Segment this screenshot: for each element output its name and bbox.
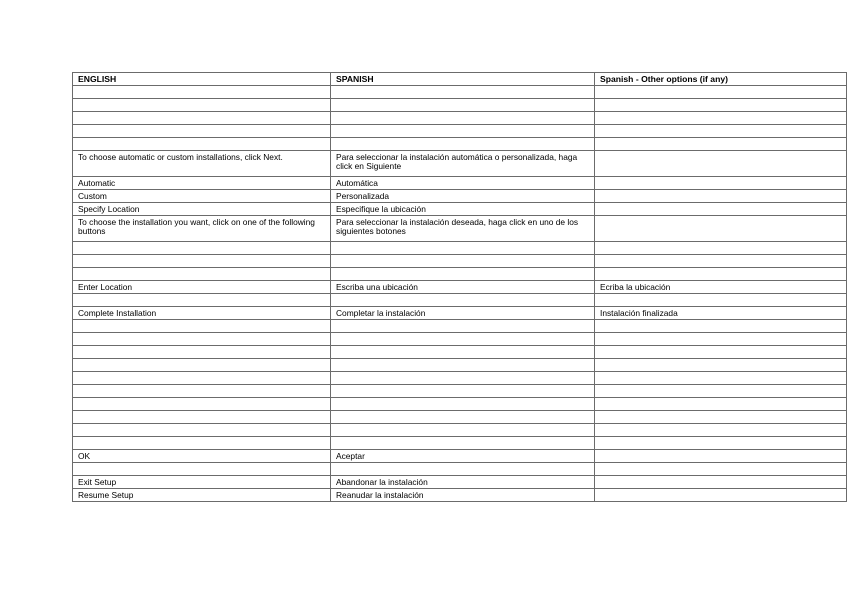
table-row bbox=[73, 333, 847, 346]
cell-spanish-other bbox=[595, 190, 847, 203]
cell-spanish-other bbox=[595, 151, 847, 177]
cell-spanish bbox=[331, 398, 595, 411]
cell-spanish bbox=[331, 268, 595, 281]
cell-spanish: Reanudar la instalación bbox=[331, 489, 595, 502]
table-row bbox=[73, 138, 847, 151]
cell-english bbox=[73, 398, 331, 411]
table-row bbox=[73, 450, 847, 463]
translation-table bbox=[72, 72, 847, 502]
cell-english: Specify Location bbox=[73, 203, 331, 216]
header-row bbox=[73, 73, 847, 86]
cell-spanish bbox=[331, 125, 595, 138]
cell-spanish-other bbox=[595, 112, 847, 125]
cell-spanish-other bbox=[595, 242, 847, 255]
cell-spanish-other bbox=[595, 177, 847, 190]
cell-english bbox=[73, 359, 331, 372]
table-row bbox=[73, 463, 847, 476]
cell-spanish: Personalizada bbox=[331, 190, 595, 203]
table-row bbox=[73, 112, 847, 125]
cell-spanish: Especifique la ubicación bbox=[331, 203, 595, 216]
table-row bbox=[73, 255, 847, 268]
cell-english bbox=[73, 125, 331, 138]
cell-english bbox=[73, 242, 331, 255]
table-row bbox=[73, 346, 847, 359]
cell-english: To choose automatic or custom installations, click Next. bbox=[73, 151, 331, 177]
header-spanish-other: Spanish - Other options (if any) bbox=[595, 73, 847, 86]
cell-english bbox=[73, 385, 331, 398]
table-row bbox=[73, 268, 847, 281]
cell-spanish-other bbox=[595, 99, 847, 112]
table-row bbox=[73, 489, 847, 502]
cell-english bbox=[73, 268, 331, 281]
cell-spanish-other bbox=[595, 398, 847, 411]
cell-english bbox=[73, 333, 331, 346]
cell-spanish-other bbox=[595, 359, 847, 372]
cell-spanish: Abandonar la instalación bbox=[331, 476, 595, 489]
cell-spanish-other bbox=[595, 450, 847, 463]
cell-spanish bbox=[331, 333, 595, 346]
cell-spanish-other bbox=[595, 125, 847, 138]
cell-spanish bbox=[331, 138, 595, 151]
table-row bbox=[73, 307, 847, 320]
cell-english bbox=[73, 86, 331, 99]
cell-english bbox=[73, 138, 331, 151]
cell-english: To choose the installation you want, click on one of the following buttons bbox=[73, 216, 331, 242]
cell-spanish-other: Ecriba la ubicación bbox=[595, 281, 847, 294]
cell-spanish-other bbox=[595, 489, 847, 502]
table-row bbox=[73, 320, 847, 333]
cell-spanish-other bbox=[595, 268, 847, 281]
cell-spanish-other bbox=[595, 320, 847, 333]
table-body bbox=[73, 86, 847, 502]
cell-spanish bbox=[331, 99, 595, 112]
cell-english bbox=[73, 372, 331, 385]
table-row bbox=[73, 99, 847, 112]
cell-spanish bbox=[331, 437, 595, 450]
cell-spanish-other bbox=[595, 372, 847, 385]
cell-spanish-other bbox=[595, 86, 847, 99]
cell-english bbox=[73, 424, 331, 437]
cell-spanish bbox=[331, 346, 595, 359]
table-row bbox=[73, 437, 847, 450]
cell-spanish: Para seleccionar la instalación automática o personalizada, haga click en Siguiente bbox=[331, 151, 595, 177]
cell-spanish-other bbox=[595, 333, 847, 346]
cell-spanish: Escriba una ubicación bbox=[331, 281, 595, 294]
table-row bbox=[73, 125, 847, 138]
table-row bbox=[73, 177, 847, 190]
cell-spanish-other bbox=[595, 385, 847, 398]
cell-english bbox=[73, 320, 331, 333]
table-row bbox=[73, 216, 847, 242]
cell-spanish bbox=[331, 255, 595, 268]
cell-spanish bbox=[331, 242, 595, 255]
table-row bbox=[73, 398, 847, 411]
cell-spanish bbox=[331, 294, 595, 307]
cell-spanish-other bbox=[595, 437, 847, 450]
table-row bbox=[73, 151, 847, 177]
cell-english: OK bbox=[73, 450, 331, 463]
cell-spanish-other bbox=[595, 411, 847, 424]
table-row bbox=[73, 411, 847, 424]
cell-spanish-other bbox=[595, 138, 847, 151]
cell-english: Resume Setup bbox=[73, 489, 331, 502]
cell-spanish bbox=[331, 411, 595, 424]
header-spanish: SPANISH bbox=[331, 73, 595, 86]
cell-spanish bbox=[331, 320, 595, 333]
header-english: ENGLISH bbox=[73, 73, 331, 86]
cell-english bbox=[73, 437, 331, 450]
table-row bbox=[73, 294, 847, 307]
table-row bbox=[73, 281, 847, 294]
cell-spanish-other bbox=[595, 346, 847, 359]
cell-spanish-other bbox=[595, 216, 847, 242]
cell-spanish bbox=[331, 463, 595, 476]
table-row bbox=[73, 203, 847, 216]
cell-spanish-other bbox=[595, 463, 847, 476]
cell-spanish bbox=[331, 86, 595, 99]
cell-english bbox=[73, 294, 331, 307]
table-row bbox=[73, 476, 847, 489]
cell-spanish bbox=[331, 112, 595, 125]
cell-spanish-other bbox=[595, 476, 847, 489]
cell-spanish-other bbox=[595, 294, 847, 307]
cell-english bbox=[73, 411, 331, 424]
cell-english bbox=[73, 99, 331, 112]
cell-english: Automatic bbox=[73, 177, 331, 190]
cell-spanish bbox=[331, 372, 595, 385]
cell-spanish bbox=[331, 424, 595, 437]
table-row bbox=[73, 385, 847, 398]
table-row bbox=[73, 242, 847, 255]
cell-spanish: Para seleccionar la instalación deseada, haga click en uno de los siguientes botones bbox=[331, 216, 595, 242]
cell-spanish: Completar la instalación bbox=[331, 307, 595, 320]
cell-english: Custom bbox=[73, 190, 331, 203]
cell-english: Enter Location bbox=[73, 281, 331, 294]
cell-spanish-other bbox=[595, 424, 847, 437]
table-row bbox=[73, 190, 847, 203]
cell-spanish bbox=[331, 359, 595, 372]
table-row bbox=[73, 424, 847, 437]
table-row bbox=[73, 372, 847, 385]
cell-english bbox=[73, 112, 331, 125]
cell-english bbox=[73, 255, 331, 268]
cell-english: Exit Setup bbox=[73, 476, 331, 489]
cell-english bbox=[73, 463, 331, 476]
cell-english bbox=[73, 346, 331, 359]
cell-spanish-other bbox=[595, 203, 847, 216]
cell-spanish bbox=[331, 385, 595, 398]
cell-spanish: Automática bbox=[331, 177, 595, 190]
table-row bbox=[73, 359, 847, 372]
cell-spanish: Aceptar bbox=[331, 450, 595, 463]
cell-spanish-other: Instalación finalizada bbox=[595, 307, 847, 320]
cell-spanish-other bbox=[595, 255, 847, 268]
table-row bbox=[73, 86, 847, 99]
cell-english: Complete Installation bbox=[73, 307, 331, 320]
